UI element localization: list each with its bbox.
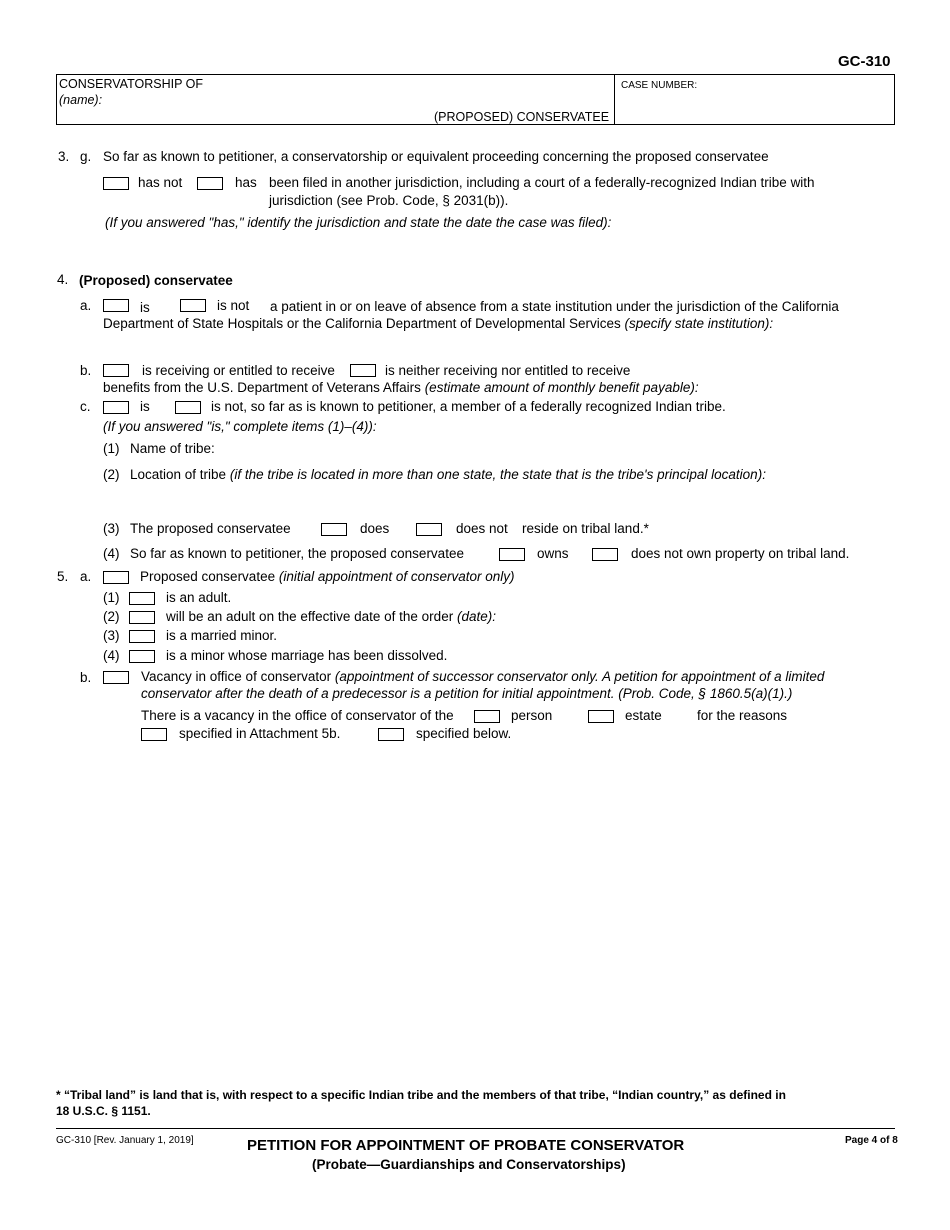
4c-is-not-text: is not	[211, 399, 244, 414]
4b-receiving-label: is receiving or entitled to receive	[142, 363, 335, 378]
5a2-text	[166, 609, 496, 625]
5a3-number: (3)	[103, 628, 120, 643]
item4c1-number: (1)	[103, 441, 120, 456]
item5b-line1	[141, 669, 824, 685]
item5a-italic: (initial appointment of conservator only)	[278, 569, 515, 584]
footer-title: PETITION FOR APPOINTMENT OF PROBATE CONSERVATOR	[247, 1137, 685, 1154]
item4-number: 4.	[57, 272, 69, 287]
item4c-note: (If you answered "is," complete items (1)–(4)):	[103, 419, 377, 434]
4b-receiving-checkbox[interactable]	[103, 364, 129, 377]
item4c4-text: So far as known to petitioner, the proposed conservatee	[130, 546, 464, 561]
item5b-letter: b.	[80, 670, 92, 685]
5b-below-label: specified below.	[416, 726, 512, 741]
item5a-text	[140, 569, 514, 585]
item3-note: (If you answered "has," identify the jurisdiction and state the date the case was filed):	[105, 215, 612, 230]
5a1-number: (1)	[103, 590, 120, 605]
item4c2-text	[130, 467, 766, 483]
5a4-number: (4)	[103, 648, 120, 663]
4c-member-text: , so far as is known to petitioner, a member of a federally recognized Indian tribe.	[243, 399, 726, 414]
4c3-does-not-label: does not	[456, 521, 508, 536]
4c-is-not-label	[211, 399, 726, 415]
4a-is-label: is	[140, 300, 150, 315]
5b-checkbox[interactable]	[103, 671, 129, 684]
5a2-label: will be an adult on the effective date of the order	[166, 609, 454, 624]
item4a-line2	[103, 316, 773, 332]
4c3-end-text: reside on tribal land.*	[522, 521, 649, 536]
proposed-conservatee-label: (PROPOSED) CONSERVATEE	[434, 110, 610, 124]
4a-is-checkbox[interactable]	[103, 299, 129, 312]
item4c3-number: (3)	[103, 521, 120, 536]
4c-is-label: is	[140, 399, 150, 414]
item4c-letter: c.	[80, 399, 91, 414]
has-not-checkbox[interactable]	[103, 177, 129, 190]
footer-revision: GC-310 [Rev. January 1, 2019]	[56, 1135, 194, 1146]
case-number-label: CASE NUMBER:	[621, 80, 698, 91]
footer-subtitle: (Probate—Guardianships and Conservatorships)	[312, 1157, 626, 1172]
5a2-italic: (date):	[456, 609, 496, 624]
item4b-line2-text: benefits from the U.S. Department of Veterans Affairs	[103, 380, 421, 395]
5b-person-label: person	[511, 708, 553, 723]
has-checkbox[interactable]	[197, 177, 223, 190]
footer-page-number: Page 4 of 8	[845, 1135, 898, 1146]
item4a-line1: a patient in or on leave of absence from a state institution under the jurisdiction of the California	[270, 299, 839, 314]
item3-number: 3.	[58, 149, 70, 164]
footer-rule	[56, 1128, 895, 1129]
item4c2-label: Location of tribe	[130, 467, 227, 482]
5b-below-checkbox[interactable]	[378, 728, 404, 741]
caption-divider	[614, 74, 615, 125]
5a3-checkbox[interactable]	[129, 630, 155, 643]
item5a-label: Proposed conservatee	[140, 569, 276, 584]
item5-number: 5.	[57, 569, 69, 584]
name-label: (name):	[59, 93, 103, 107]
item3-text-line2: jurisdiction (see Prob. Code, § 2031(b)).	[269, 193, 509, 208]
4c3-does-checkbox[interactable]	[321, 523, 347, 536]
4c3-does-not-checkbox[interactable]	[416, 523, 442, 536]
has-not-label: has not	[138, 175, 183, 190]
item5b-label: Vacancy in office of conservator	[141, 669, 332, 684]
footnote-line2: 18 U.S.C. § 1151.	[56, 1104, 151, 1118]
4a-is-not-checkbox[interactable]	[180, 299, 206, 312]
5a1-text: is an adult.	[166, 590, 232, 605]
item4a-line2-text: Department of State Hospitals or the California Department of Developmental Services	[103, 316, 621, 331]
item3-letter: g.	[80, 149, 92, 164]
item4b-line2-italic: (estimate amount of monthly benefit payable):	[424, 380, 699, 395]
5a1-checkbox[interactable]	[129, 592, 155, 605]
5a4-text: is a minor whose marriage has been dissolved.	[166, 648, 448, 663]
item4-title: (Proposed) conservatee	[79, 273, 233, 288]
form-id: GC-310	[838, 53, 891, 70]
5b-reasons-text: for the reasons	[697, 708, 788, 723]
item5b-italic2: conservator after the death of a predecessor is a petition for initial appointment. (Prob. Code, § 1860.5(a)(1).)	[141, 686, 793, 701]
item4c4-number: (4)	[103, 546, 120, 561]
4c4-does-not-own-checkbox[interactable]	[592, 548, 618, 561]
5b-person-checkbox[interactable]	[474, 710, 500, 723]
5a3-text: is a married minor.	[166, 628, 278, 643]
4b-not-receiving-label: is neither receiving nor entitled to receive	[385, 363, 631, 378]
5a-checkbox[interactable]	[103, 571, 129, 584]
item4c2-italic: (if the tribe is located in more than one state, the state that is the tribe's principal location):	[229, 467, 766, 482]
item5a-letter: a.	[80, 569, 92, 584]
conservatorship-of-label: CONSERVATORSHIP OF	[59, 77, 204, 91]
4c-is-checkbox[interactable]	[103, 401, 129, 414]
has-label: has	[235, 175, 257, 190]
item3-intro: So far as known to petitioner, a conservatorship or equivalent proceeding concerning the proposed conservatee	[103, 149, 769, 164]
4c4-owns-label: owns	[537, 546, 569, 561]
5b-attachment-checkbox[interactable]	[141, 728, 167, 741]
5a4-checkbox[interactable]	[129, 650, 155, 663]
item5b-vacancy-text: There is a vacancy in the office of conservator of the	[141, 708, 454, 723]
footnote-line1: * “Tribal land” is land that is, with respect to a specific Indian tribe and the members of that tribe, “Indian country,” as defined in	[56, 1088, 786, 1102]
item4c1-text: Name of tribe:	[130, 441, 215, 456]
4c3-does-label: does	[360, 521, 390, 536]
5b-estate-checkbox[interactable]	[588, 710, 614, 723]
4b-not-receiving-checkbox[interactable]	[350, 364, 376, 377]
5a2-checkbox[interactable]	[129, 611, 155, 624]
4c-is-not-checkbox[interactable]	[175, 401, 201, 414]
4c4-owns-checkbox[interactable]	[499, 548, 525, 561]
4c4-does-not-own-label: does not own property on tribal land.	[631, 546, 850, 561]
5a2-number: (2)	[103, 609, 120, 624]
4a-is-not-label: is not	[217, 298, 250, 313]
item4c2-number: (2)	[103, 467, 120, 482]
item4c3-text: The proposed conservatee	[130, 521, 291, 536]
item5b-italic1: (appointment of successor conservator only. A petition for appointment of a limited	[334, 669, 825, 684]
item3-text-line1: been filed in another jurisdiction, including a court of a federally-recognized Indian tribe with	[269, 175, 815, 190]
item4a-line2-italic: (specify state institution):	[624, 316, 774, 331]
item4b-line2	[103, 380, 699, 396]
item4a-letter: a.	[80, 298, 92, 313]
item4b-letter: b.	[80, 363, 92, 378]
5b-attachment-label: specified in Attachment 5b.	[179, 726, 341, 741]
5b-estate-label: estate	[625, 708, 662, 723]
